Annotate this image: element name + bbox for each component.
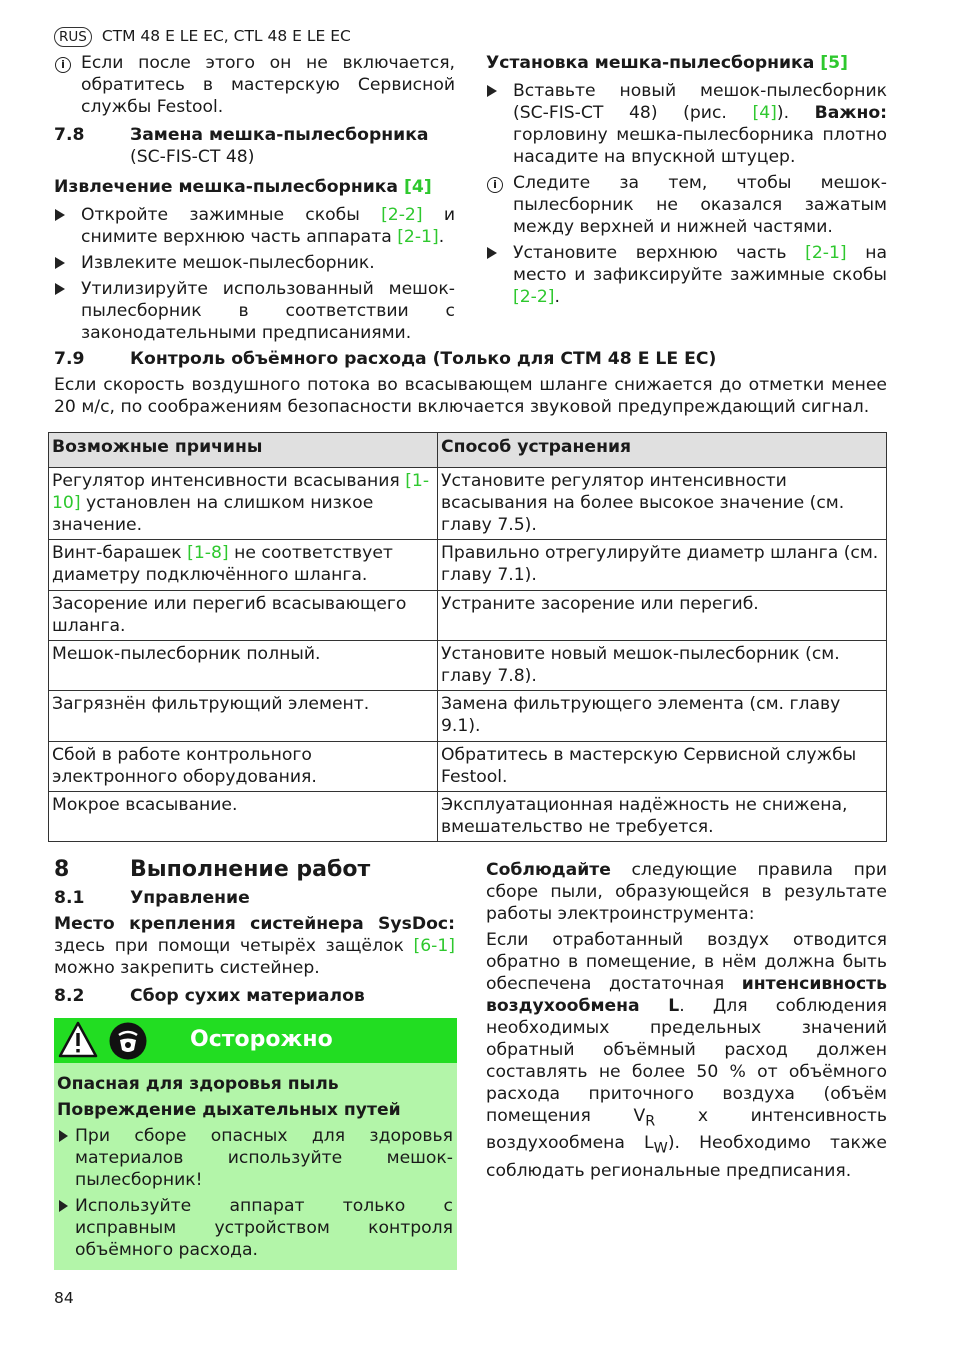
list-item: Извлеките мешок-пылесборник. (54, 252, 455, 274)
warning-line-1: Опасная для здоровья пыль (57, 1074, 339, 1094)
list-item: Утилизируйте использованный мешок-пылесборник в соответствии с законодательными предписаниями. (54, 278, 455, 344)
right-column-bottom (486, 859, 887, 1182)
list-item: При сборе опасных для здоровья материалов используйте мешок-пылесборник! (57, 1125, 453, 1191)
section-7-9-text: Если скорость воздушного потока во всасывающем шланге снижается до отметки менее 20 м/с, по соображениям безопасности включается звуковой предупреждающий сигнал. (54, 375, 887, 417)
table-row: Загрязнён фильтрующий элемент. Замена фильтрующего элемента (см. главу 9.1). (49, 691, 887, 742)
table-row: Мокрое всасывание. Эксплуатационная надёжность не снижена, вмешательство не требуется. (49, 792, 887, 842)
causes-table (48, 432, 887, 842)
table-row: Винт-барашек [1-8] не соответствует диаметру подключённого шланга. Правильно отрегулируйте диаметр шланга (см. главу 7.1). (49, 540, 887, 591)
table-row: Регулятор интенсивности всасывания [1-10] установлен на слишком низкое значение. Установите регулятор интенсивности всасывания на более высокое значение (см. главу 7.5). (49, 468, 887, 540)
info-icon: i (55, 52, 75, 74)
sysdoc-paragraph: Место крепления систейнера SysDoc: здесь при помощи четырёх защёлок [6-1] можно закрепить систейнер. (54, 914, 456, 978)
section-8-heading: 8 Выполнение работ (54, 857, 371, 882)
page-header (54, 25, 351, 47)
arrow-icon (55, 204, 75, 227)
section-8 (54, 857, 455, 1007)
section-7-8-heading: 7.8 Замена мешка-пылесборника (SC-FIS-CT 48) (54, 125, 429, 167)
arrow-icon (487, 242, 507, 265)
section-8-1-heading: 8.1 Управление (54, 888, 250, 908)
arrow-icon (59, 1125, 79, 1148)
section-8-2-heading: 8.2 Сбор сухих материалов (54, 986, 365, 1006)
arrow-icon (487, 80, 507, 103)
section-7-9-heading: 7.9 Контроль объёмного расхода (Только для CTM 48 E LE EC) (54, 349, 717, 369)
arrow-icon (55, 252, 75, 275)
language-badge: RUS (54, 27, 92, 47)
table-row: Засорение или перегиб всасывающего шланга. Устраните засорение или перегиб. (49, 591, 887, 641)
page-number: 84 (54, 1289, 74, 1307)
info-note: i Если после этого он не включается, обратитесь в мастерскую Сервисной службы Festool. (54, 52, 455, 118)
list-item: Откройте зажимные скобы [2-2] и снимите верхнюю часть аппарата [2-1]. (54, 204, 455, 248)
arrow-icon (59, 1195, 79, 1218)
removal-title: Извлечение мешка-пылесборника [4] (54, 177, 432, 197)
list-item: Используйте аппарат только с исправным устройством контроля объёмного расхода. (57, 1195, 453, 1261)
warning-line-2: Повреждение дыхательных путей (57, 1100, 401, 1120)
left-column-top (54, 52, 455, 348)
warning-title: Осторожно (190, 1027, 333, 1052)
warning-body (57, 1073, 453, 1265)
table-header-row (49, 433, 887, 468)
column-header: Возможные причины (49, 433, 438, 468)
table-row: Мешок-пылесборник полный. Установите новый мешок-пылесборник (см. главу 7.8). (49, 641, 887, 691)
respirator-mask-icon (108, 1021, 148, 1061)
info-note: i Следите за тем, чтобы мешок-пылесборник не оказался зажатым между верхней и нижней частями. (486, 172, 887, 238)
install-title: Установка мешка-пылесборника [5] (486, 53, 848, 73)
list-item: Вставьте новый мешок-пылесборник (SC-FIS-CT 48) (рис. [4]). Важно: горловину мешка-пылесборника плотно насадите на впускной штуцер. (486, 80, 887, 168)
right-column-top (486, 52, 887, 312)
info-icon: i (487, 172, 507, 194)
list-item: Установите верхнюю часть [2-1] на место и зафиксируйте зажимные скобы [2-2]. (486, 242, 887, 308)
column-header: Способ устранения (438, 433, 887, 468)
warning-triangle-icon (58, 1021, 98, 1059)
section-7-9 (54, 348, 887, 418)
model-title: CTM 48 E LE EC, CTL 48 E LE EC (101, 27, 351, 45)
table-row: Сбой в работе контрольного электронного оборудования. Обратитесь в мастерскую Сервисной службы Festool. (49, 742, 887, 792)
air-exchange-paragraph: Если отработанный воздух отводится обратно в помещение, в нём должна быть обеспечена достаточная интенсивность воздухообмена L. Для соблюдения необходимых предельных значений обратный объёмный расход должен составлять не более 50 % от объёмного расхода приточного воздуха (объём помещения $V_R$ x интенсивность воздухообмена $L_W$). Необходимо также соблюдать региональные предписания. (486, 930, 887, 1181)
rules-paragraph: Соблюдайте следующие правила при сборе пыли, образующейся в результате работы электроинструмента: (486, 860, 887, 924)
warning-box (54, 1018, 457, 1270)
warning-header (54, 1018, 457, 1063)
arrow-icon (55, 278, 75, 301)
